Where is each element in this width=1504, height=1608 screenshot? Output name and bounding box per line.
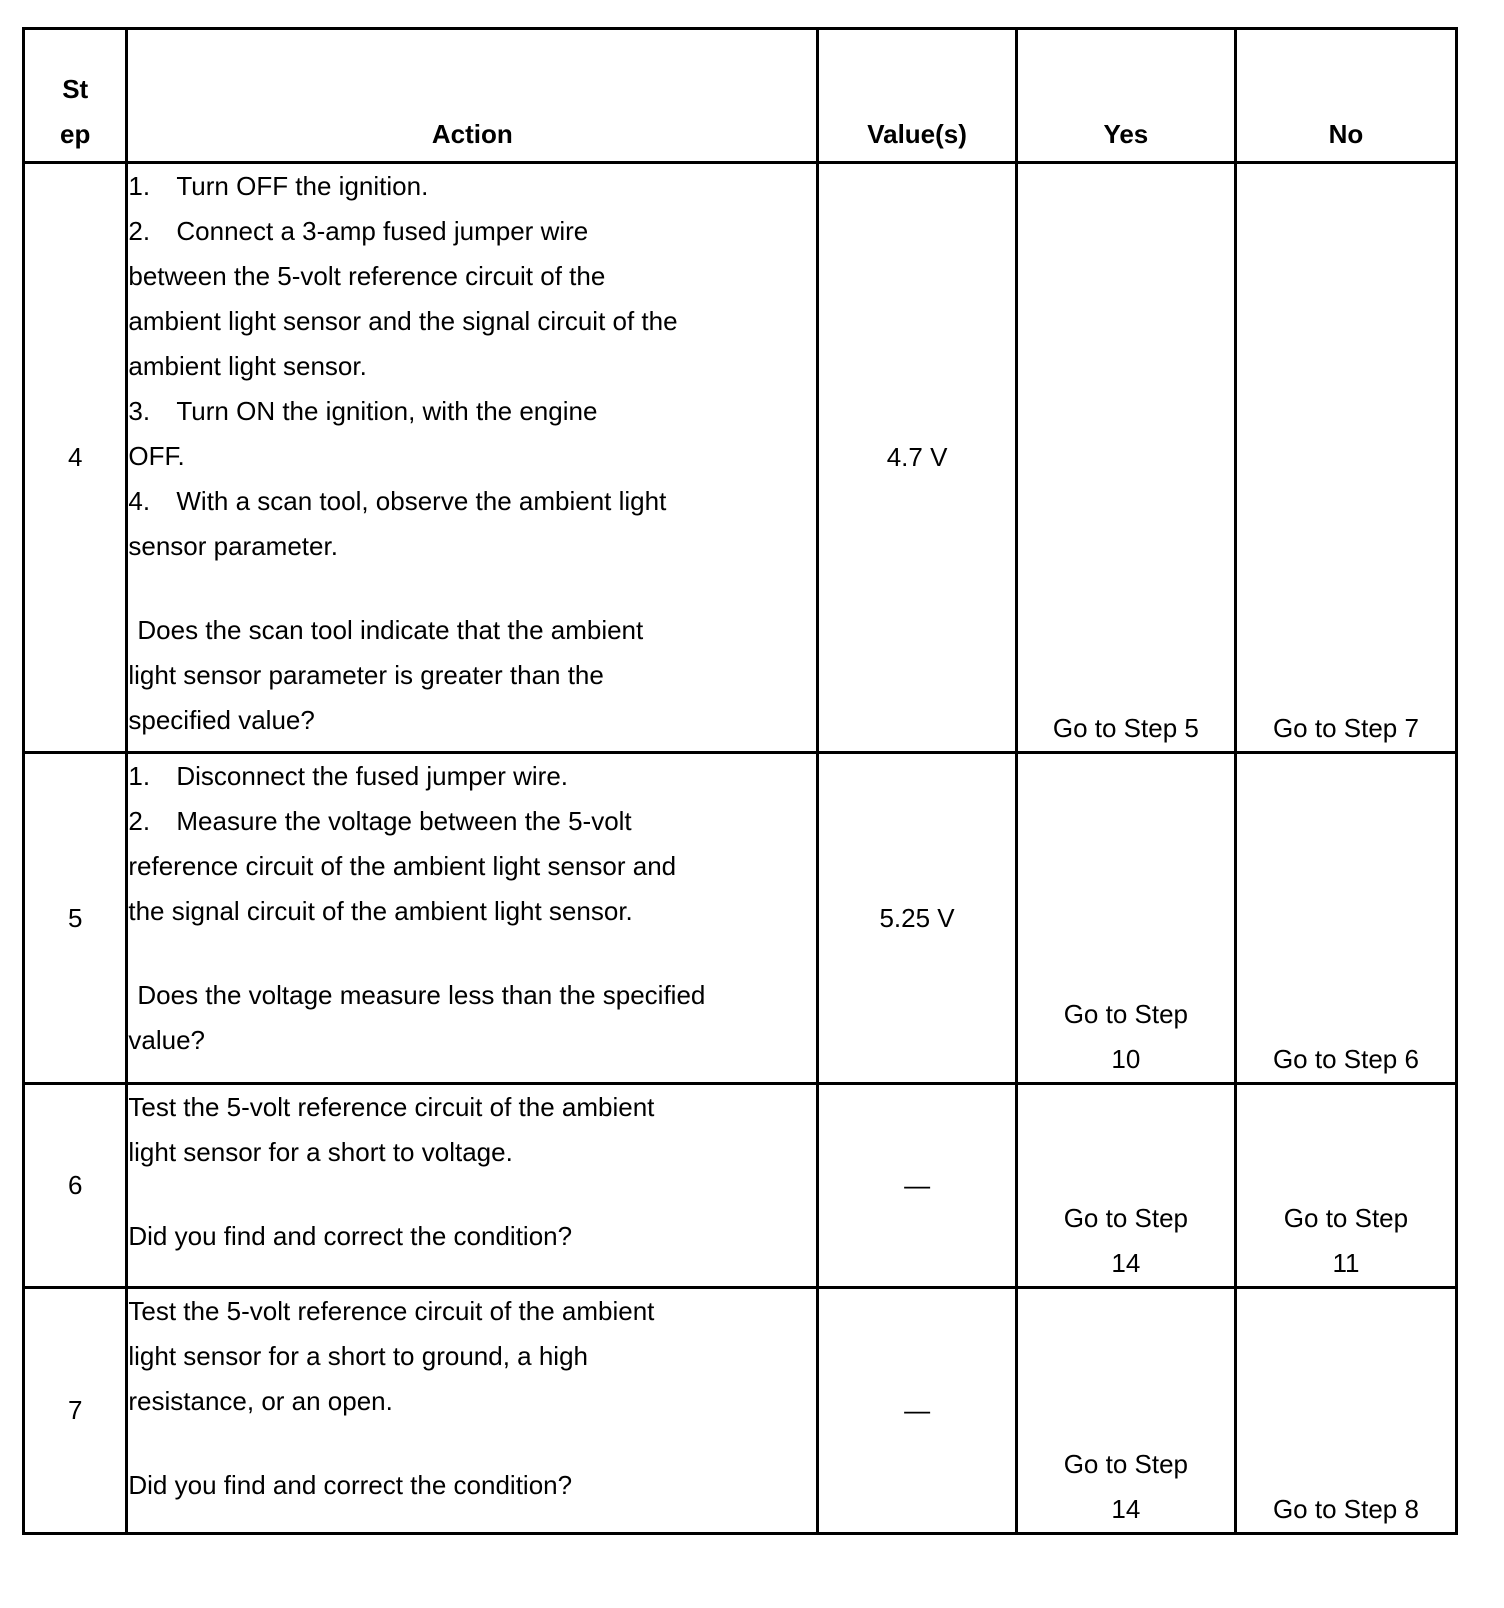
item-number: 3. — [128, 396, 151, 426]
action-line: between the 5-volt reference circuit of the — [128, 261, 606, 291]
no-column-header: No — [1235, 29, 1456, 163]
action-line — [128, 754, 816, 799]
item-number: 1. — [128, 171, 151, 201]
value-cell: 4.7 V — [818, 163, 1017, 753]
yes-column-header: Yes — [1016, 29, 1235, 163]
value-cell — [818, 1288, 1017, 1534]
no-link-text: Go to Step — [1283, 1203, 1409, 1233]
item-number: 4. — [128, 486, 151, 516]
no-cell — [1235, 1084, 1456, 1288]
spacer — [128, 934, 816, 973]
no-cell — [1235, 1288, 1456, 1534]
yes-cell — [1016, 163, 1235, 753]
question-line: Does the scan tool indicate that the ambient — [137, 615, 644, 645]
yes-cell — [1016, 1084, 1235, 1288]
yes-link-text: Go to Step — [1063, 1449, 1189, 1479]
action-line: light sensor for a short to voltage. — [128, 1137, 513, 1167]
yes-cell — [1016, 1288, 1235, 1534]
action-line — [128, 389, 816, 434]
yes-cell — [1016, 753, 1235, 1084]
value-dash: — — [904, 1170, 931, 1200]
yes-link-text: 14 — [1111, 1248, 1141, 1278]
action-cell — [127, 1288, 818, 1534]
action-line — [128, 799, 816, 844]
no-cell — [1235, 753, 1456, 1084]
action-column-header: Action — [127, 29, 818, 163]
value-cell — [818, 1084, 1017, 1288]
yes-link-text: 10 — [1111, 1044, 1141, 1074]
question-line: light sensor parameter is greater than the — [128, 660, 604, 690]
step-number: 7 — [24, 1288, 127, 1534]
item-number: 1. — [128, 761, 151, 791]
yes-link-text: Go to Step 5 — [1052, 713, 1199, 743]
values-column-header: Value(s) — [818, 29, 1017, 163]
action-line: reference circuit of the ambient light sensor and — [128, 851, 677, 881]
question-line: value? — [128, 1025, 205, 1055]
no-link-text: 11 — [1332, 1248, 1360, 1278]
action-text: Disconnect the fused jumper wire. — [176, 761, 568, 791]
spacer — [128, 1175, 816, 1214]
question-line: specified value? — [128, 705, 315, 735]
value-cell: 5.25 V — [818, 753, 1017, 1084]
question-line: Did you find and correct the condition? — [128, 1470, 573, 1500]
table-row — [24, 1288, 1457, 1534]
action-text: Measure the voltage between the 5-volt — [176, 806, 632, 836]
no-cell — [1235, 163, 1456, 753]
spacer — [128, 569, 816, 608]
table-row — [24, 1084, 1457, 1288]
spacer — [128, 1424, 816, 1463]
action-text: Connect a 3-amp fused jumper wire — [176, 216, 589, 246]
step-number: 5 — [24, 753, 127, 1084]
table-row — [24, 163, 1457, 753]
item-number: 2. — [128, 216, 151, 246]
step-header-line: St — [62, 74, 89, 104]
action-line: light sensor for a short to ground, a high — [128, 1341, 588, 1371]
table-row — [24, 753, 1457, 1084]
step-number: 4 — [24, 163, 127, 753]
question-line: Did you find and correct the condition? — [128, 1221, 573, 1251]
action-cell — [127, 1084, 818, 1288]
action-text: Turn OFF the ignition. — [176, 171, 429, 201]
table-header-row — [24, 29, 1457, 163]
action-line — [128, 209, 816, 254]
value-dash: — — [904, 1395, 931, 1425]
no-link-text: Go to Step 8 — [1272, 1494, 1419, 1524]
step-header-line: ep — [60, 119, 91, 149]
action-text: With a scan tool, observe the ambient light — [176, 486, 667, 516]
action-line: ambient light sensor. — [128, 351, 367, 381]
no-link-text: Go to Step 6 — [1272, 1044, 1419, 1074]
action-line: ambient light sensor and the signal circuit of the — [128, 306, 678, 336]
action-line: Test the 5-volt reference circuit of the ambient — [128, 1296, 655, 1326]
action-line: the signal circuit of the ambient light sensor. — [128, 896, 633, 926]
action-cell — [127, 163, 818, 753]
action-line — [128, 479, 816, 524]
action-cell — [127, 753, 818, 1084]
diagnostic-steps-table — [22, 27, 1458, 1535]
yes-link-text: Go to Step — [1063, 999, 1189, 1029]
action-line: resistance, or an open. — [128, 1386, 393, 1416]
action-line: Test the 5-volt reference circuit of the ambient — [128, 1092, 655, 1122]
item-number: 2. — [128, 806, 151, 836]
question-line: Does the voltage measure less than the specified — [137, 980, 706, 1010]
action-line: OFF. — [128, 441, 185, 471]
action-line — [128, 164, 816, 209]
step-column-header — [24, 29, 127, 163]
yes-link-text: 14 — [1111, 1494, 1141, 1524]
yes-link-text: Go to Step — [1063, 1203, 1189, 1233]
action-line: sensor parameter. — [128, 531, 338, 561]
action-text: Turn ON the ignition, with the engine — [176, 396, 598, 426]
no-link-text: Go to Step 7 — [1272, 713, 1419, 743]
step-number: 6 — [24, 1084, 127, 1288]
